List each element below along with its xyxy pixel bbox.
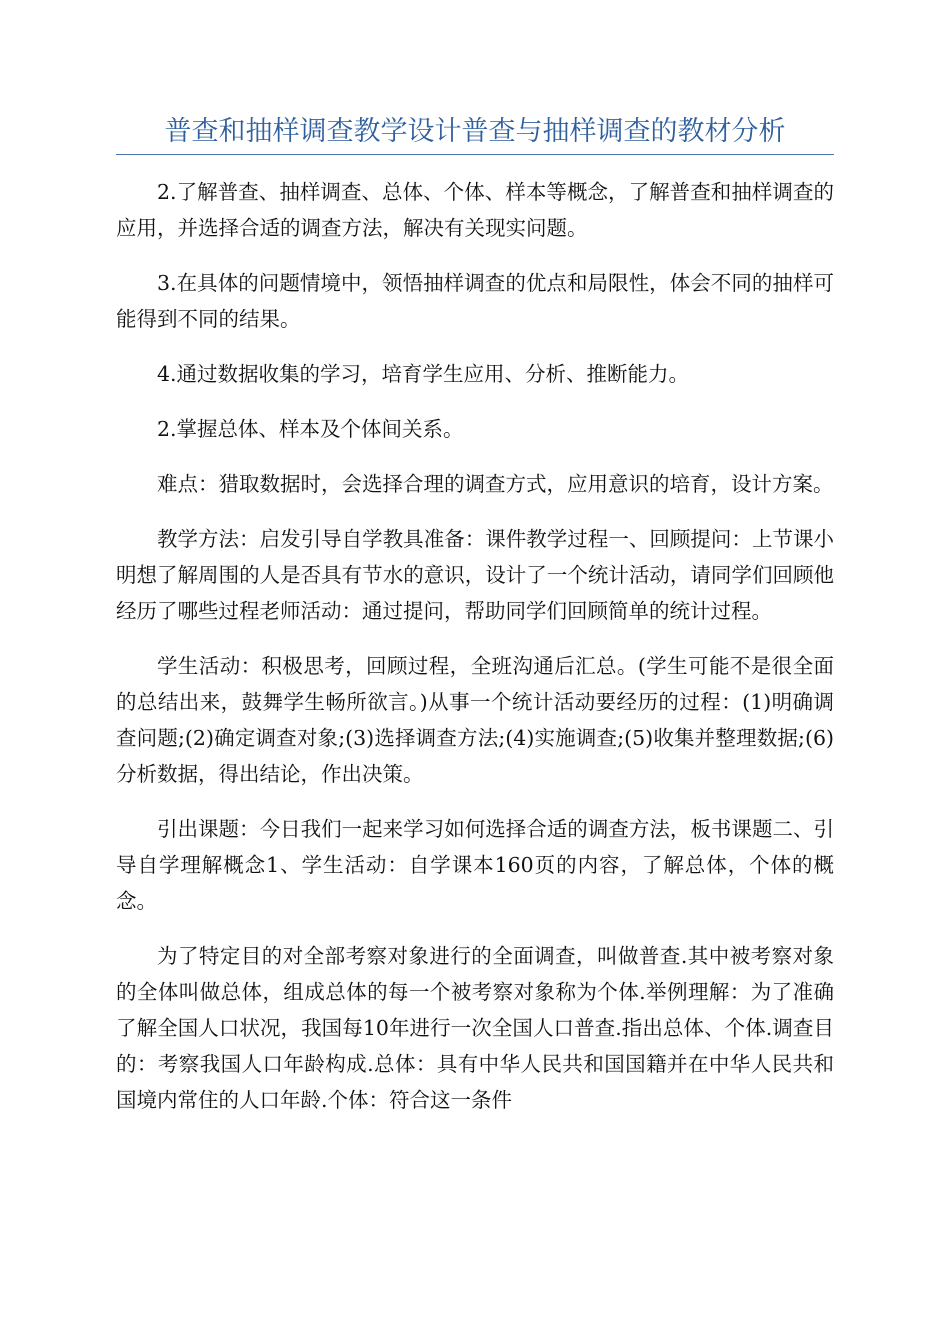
paragraph-objective-2: 2.了解普查、抽样调查、总体、个体、样本等概念，了解普查和抽样调查的应用，并选择合适的调查方法，解决有关现实问题。 (116, 180, 834, 240)
paragraph-student-activity: 学生活动：积极思考，回顾过程，全班沟通后汇总。(学生可能不是很全面的总结出来，鼓舞学生畅所欲言。)从事一个统计活动要经历的过程：(1)明确调查问题;(2)确定调查对象;(3)选择调查方法;(4)实施调查;(5)收集并整理数据;(6)分析数据，得出结论，作出决策。 (116, 654, 834, 786)
document-body (116, 174, 834, 1137)
paragraph-topic-intro: 引出课题：今日我们一起来学习如何选择合适的调查方法，板书课题二、引导自学理解概念1、学生活动：自学课本160页的内容，了解总体，个体的概念。 (116, 817, 834, 913)
document-title: 普查和抽样调查教学设计普查与抽样调查的教材分析 (164, 116, 786, 147)
paragraph-census-definition: 为了特定目的对全部考察对象进行的全面调查，叫做普查.其中被考察对象的全体叫做总体，组成总体的每一个被考察对象称为个体.举例理解：为了准确了解全国人口状况，我国每10年进行一次全国人口普查.指出总体、个体.调查目的：考察我国人口年龄构成.总体：具有中华人民共和国国籍并在中华人民共和国境内常住的人口年龄.个体：符合这一条件 (116, 944, 834, 1112)
paragraph-difficulty: 难点：猎取数据时，会选择合理的调查方式，应用意识的培育，设计方案。 (157, 472, 834, 496)
paragraph-objective-3: 3.在具体的问题情境中，领悟抽样调查的优点和局限性，体会不同的抽样可能得到不同的结果。 (116, 271, 834, 331)
paragraph-objective-4: 4.通过数据收集的学习，培育学生应用、分析、推断能力。 (157, 362, 690, 386)
title-underline (116, 154, 834, 155)
paragraph-key-point: 2.掌握总体、样本及个体间关系。 (157, 417, 464, 441)
paragraph-teaching-method: 教学方法：启发引导自学教具准备：课件教学过程一、回顾提问：上节课小明想了解周围的人是否具有节水的意识，设计了一个统计活动，请同学们回顾他经历了哪些过程老师活动：通过提问，帮助同学们回顾简单的统计过程。 (116, 527, 834, 623)
